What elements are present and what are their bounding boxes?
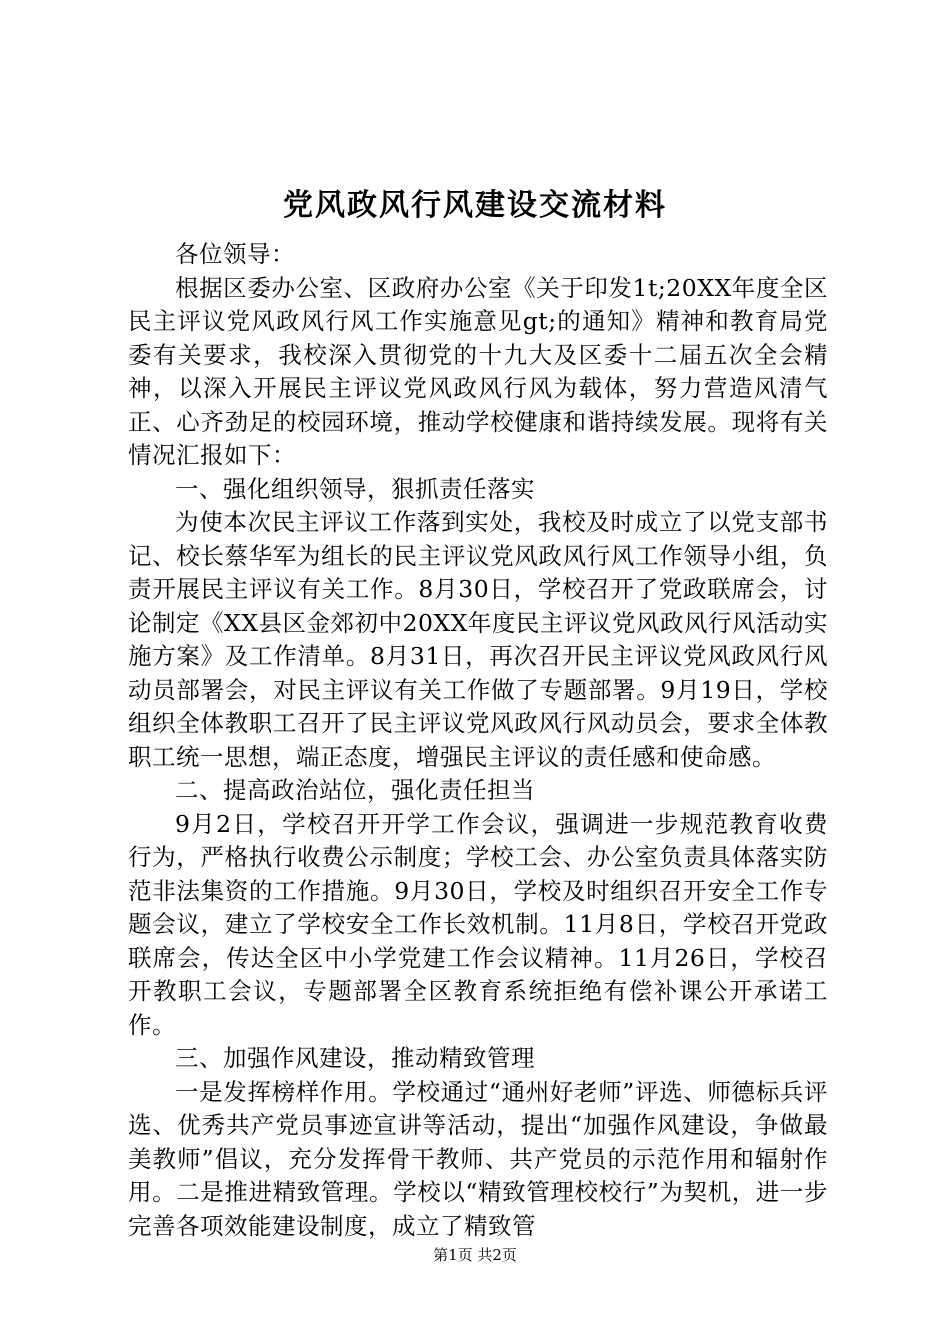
salutation: 各位领导： xyxy=(175,240,295,268)
section-heading-1: 一、强化组织领导，狠抓责任落实 xyxy=(175,474,535,503)
section-heading-3: 三、加强作风建设，推动精致管理 xyxy=(175,1044,535,1072)
paragraph-section-3: 一是发挥榜样作用。学校通过“通州好老师”评选、师德标兵评选、优秀共产党员事迹宣讲等活动，提出“加强作风建设，争做最美教师”倡议，充分发挥骨干教师、共产党员的示范作用和辐射作用。二是推进精致管理。学校以“精致管理校校行”为契机，进一步完善各项效能建设制度，成立了精致管 xyxy=(128,1077,828,1240)
document-body xyxy=(128,238,828,1243)
paragraph-section-1: 为使本次民主评议工作落到实处，我校及时成立了以党支部书记、校长蔡华军为组长的民主评议党风政风行风工作领导小组，负责开展民主评议有关工作。8月30日，学校召开了党政联席会，讨论制定《XX县区金郊初中20XX年度民主评议党风政风行风活动实施方案》及工作清单。8月31日，再次召开民主评议党风政风行风动员部署会，对民主评议有关工作做了专题部署。9月19日，学校组织全体教职工召开了民主评议党风政风行风动员会，要求全体教职工统一思想，端正态度，增强民主评议的责任感和使命感。 xyxy=(128,508,828,771)
paragraph-intro: 根据区委办公室、区政府办公室《关于印发1t;20XX年度全区民主评议党风政风行风工作实施意见gt;的通知》精神和教育局党委有关要求，我校深入贯彻党的十九大及区委十二届五次全会精神，以深入开展民主评议党风政风行风为载体，努力营造风清气正、心齐劲足的校园环境，推动学校健康和谐持续发展。现将有关情况汇报如下： xyxy=(128,273,828,469)
document-title: 党风政风行风建设交流材料 xyxy=(283,188,667,223)
paragraph-section-2: 9月2日，学校召开开学工作会议，强调进一步规范教育收费行为，严格执行收费公示制度；学校工会、办公室负责具体落实防范非法集资的工作措施。9月30日，学校及时组织召开安全工作专题会议，建立了学校安全工作长效机制。11月8日，学校召开党政联席会，传达全区中小学党建工作会议精神。11月26日，学校召开教职工会议，专题部署全区教育系统拒绝有偿补课公开承诺工作。 xyxy=(128,809,828,1039)
page-footer: 第1页 共2页 xyxy=(433,1246,517,1264)
section-heading-2: 二、提高政治站位，强化责任担当 xyxy=(175,776,535,804)
